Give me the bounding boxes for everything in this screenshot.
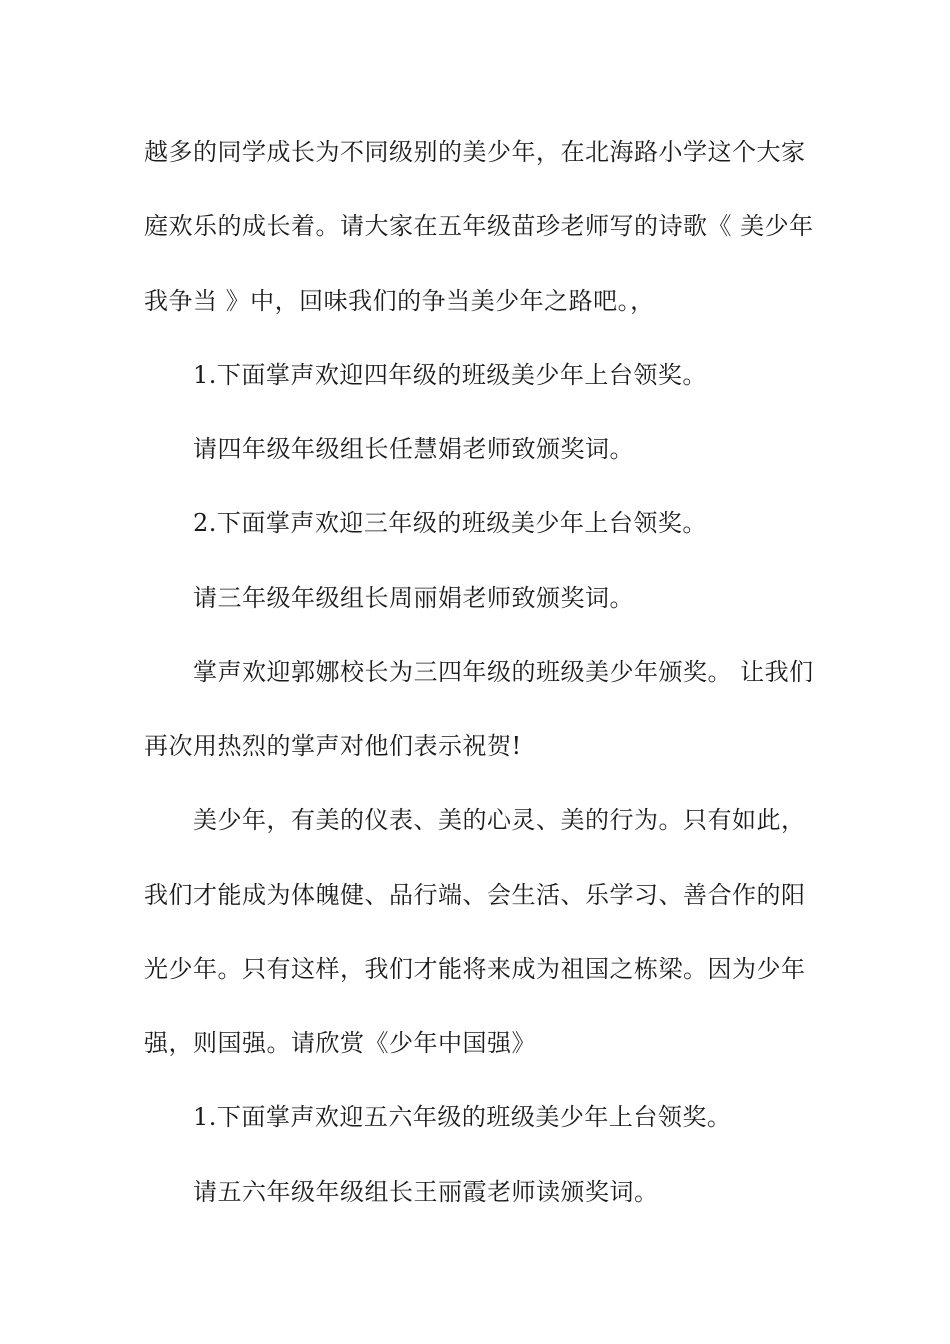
award-announcement: 1.下面掌声欢迎四年级的班级美少年上台领奖。 xyxy=(193,361,707,389)
paragraph-line: 美少年，有美的仪表、美的心灵、美的行为。只有如此， xyxy=(193,806,806,834)
paragraph-line: 掌声欢迎郭娜校长为三四年级的班级美少年颁奖。 让我们 xyxy=(193,658,814,686)
paragraph-line: 越多的同学成长为不同级别的美少年，在北海路小学这个大家 xyxy=(144,138,806,166)
paragraph-line: 我争当 》中，回味我们的争当美少年之路吧。， xyxy=(144,287,655,315)
award-speech-request: 请三年级年级组长周丽娟老师致颁奖词。 xyxy=(193,584,634,612)
paragraph-line: 光少年。只有这样，我们才能将来成为祖国之栋梁。因为少年 xyxy=(144,955,806,983)
award-announcement: 1.下面掌声欢迎五六年级的班级美少年上台领奖。 xyxy=(193,1103,732,1131)
paragraph-line: 再次用热烈的掌声对他们表示祝贺! xyxy=(144,732,522,760)
paragraph-line: 我们才能成为体魄健、品行端、会生活、乐学习、善合作的阳 xyxy=(144,881,806,909)
award-speech-request: 请四年级年级组长任慧娟老师致颁奖词。 xyxy=(193,435,634,463)
award-speech-request: 请五六年级年级组长王丽霞老师读颁奖词。 xyxy=(193,1178,659,1206)
paragraph-line: 庭欢乐的成长着。请大家在五年级苗珍老师写的诗歌《 美少年 xyxy=(144,212,814,240)
paragraph-line: 强，则国强。请欣赏《少年中国强》 xyxy=(144,1029,536,1057)
award-announcement: 2.下面掌声欢迎三年级的班级美少年上台领奖。 xyxy=(193,509,707,537)
